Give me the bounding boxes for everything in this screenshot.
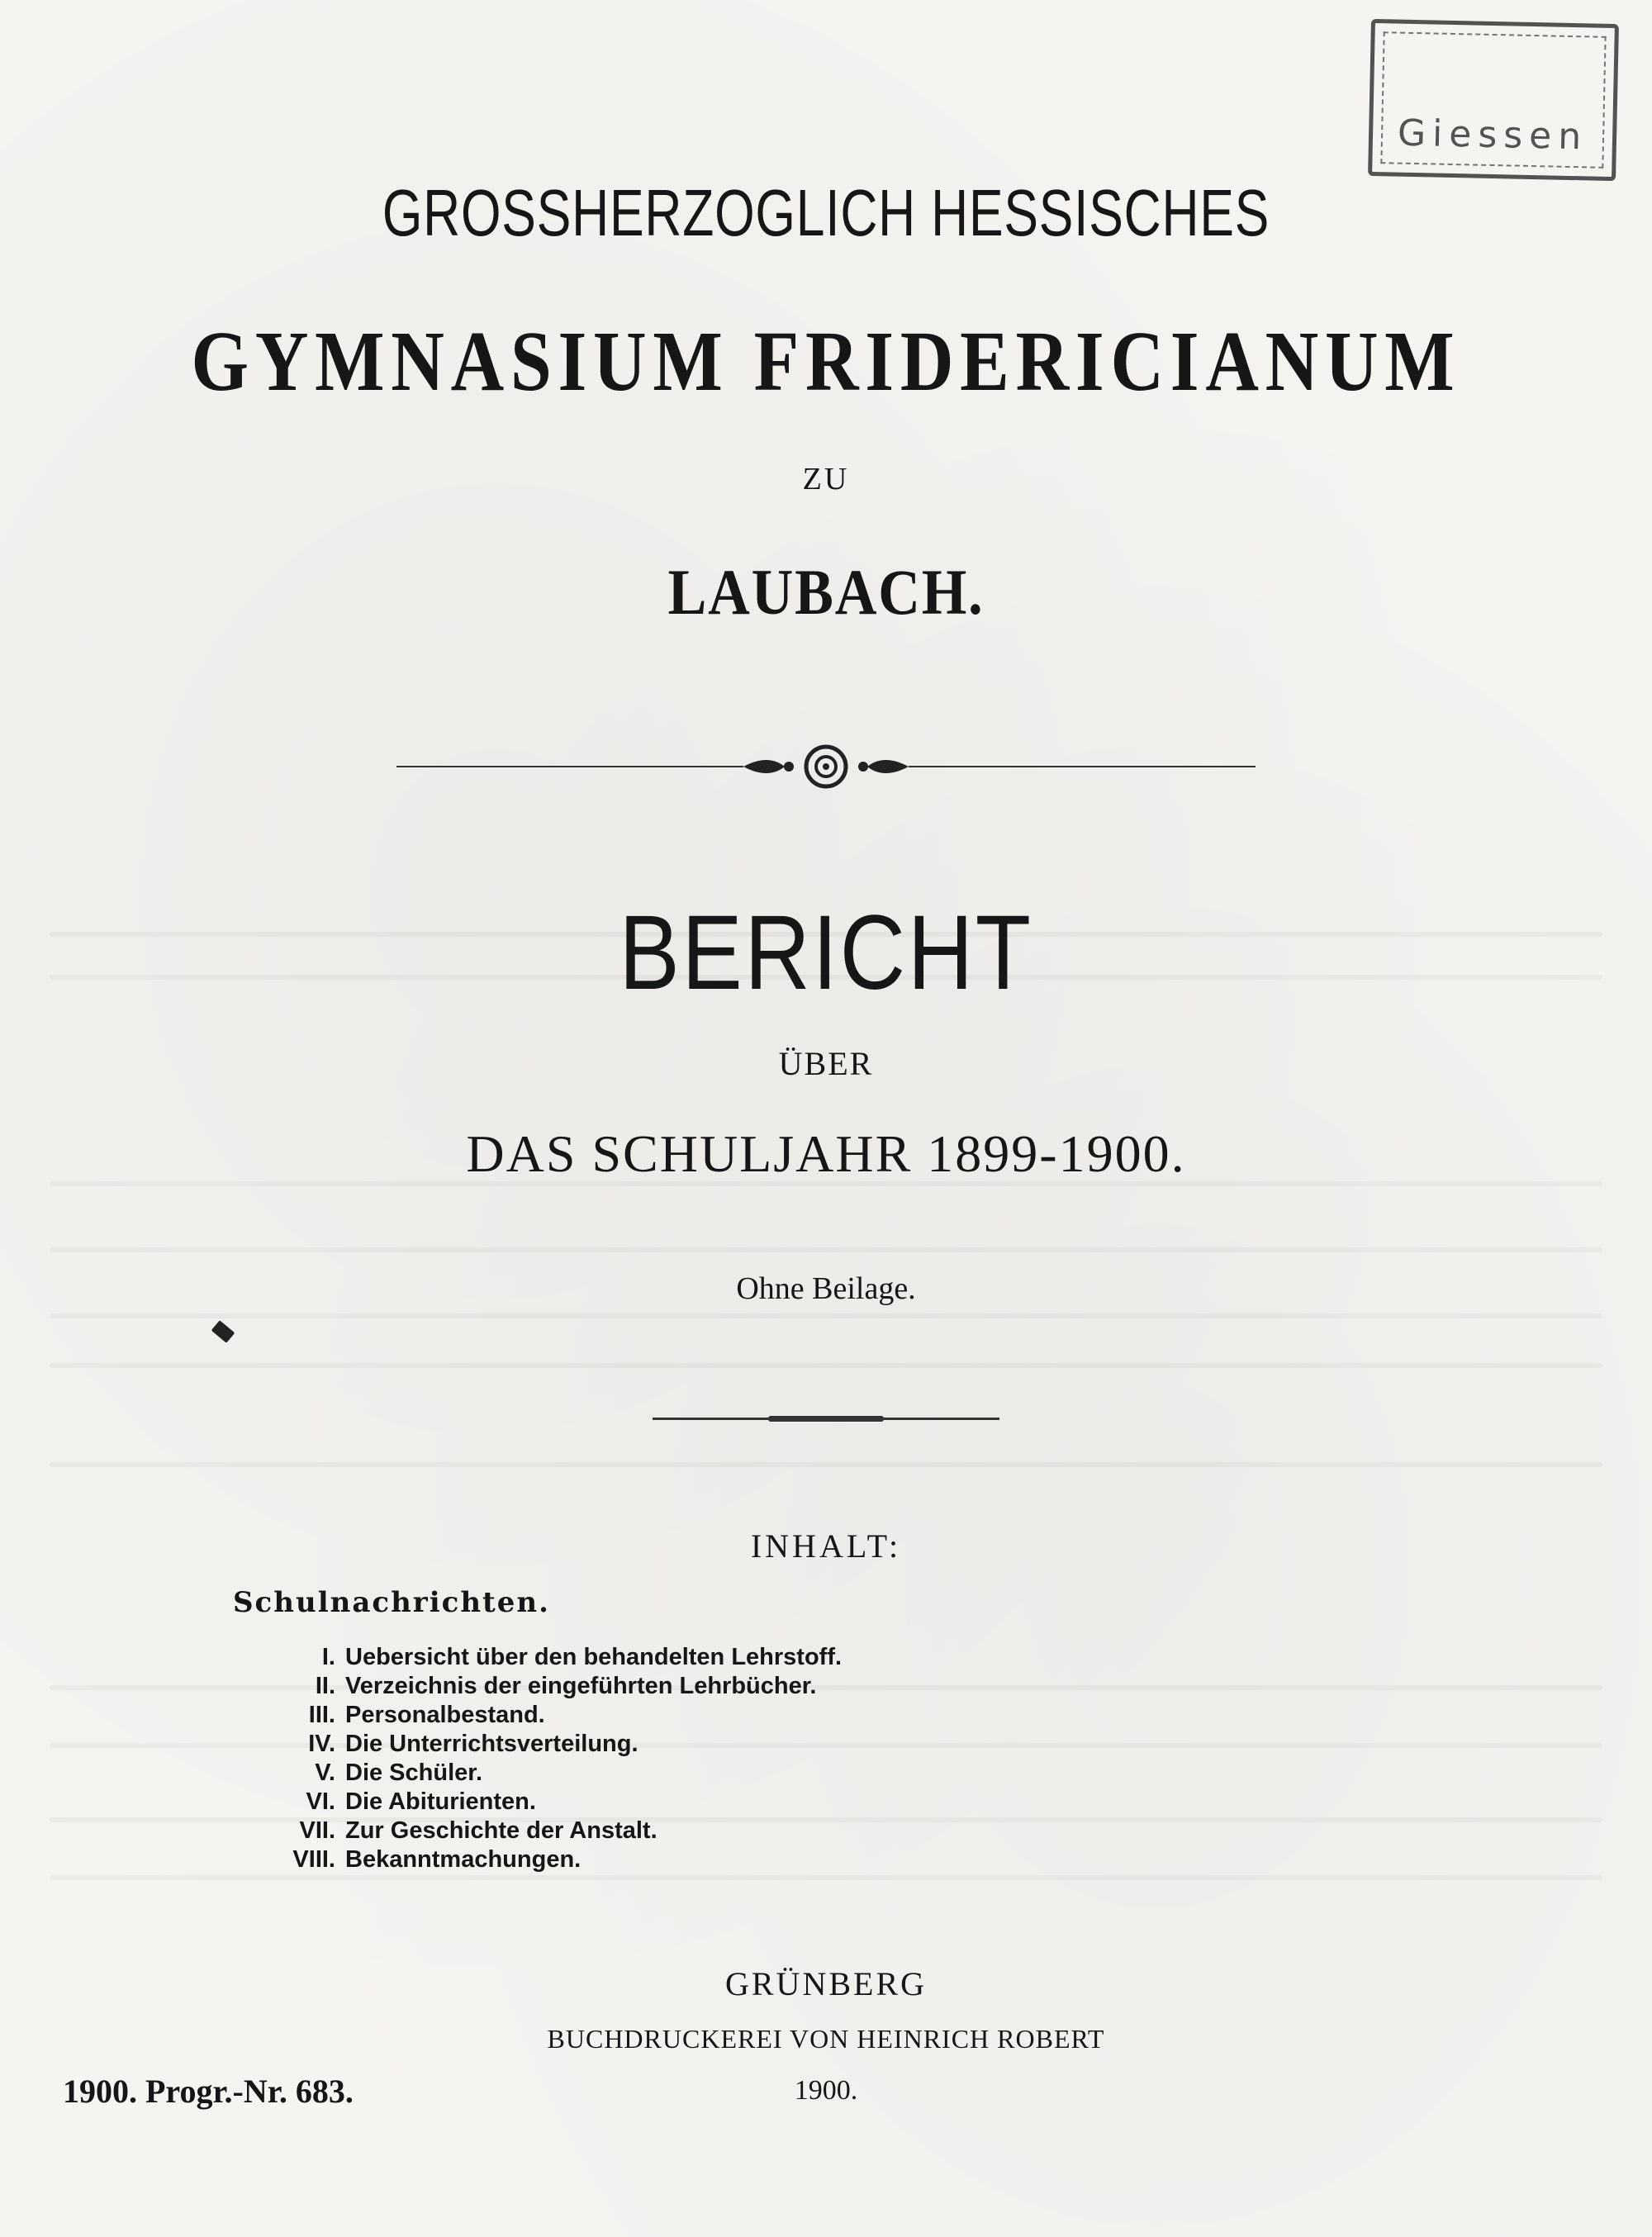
program-number: 1900. Progr.-Nr. 683.	[63, 2073, 354, 2110]
title-bericht: BERICHT	[619, 894, 1033, 1012]
contents-item	[273, 1702, 1016, 1731]
ornament-dot-right	[858, 762, 868, 772]
title-schuljahr: DAS SCHULJAHR 1899-1900.	[466, 1124, 1186, 1183]
contents-item-number: IV.	[308, 1731, 335, 1757]
contents-item-number: III.	[308, 1702, 335, 1728]
ornament-leaf-left	[743, 760, 785, 773]
contents-item-number: V.	[315, 1760, 335, 1786]
contents-item-number: I.	[321, 1644, 335, 1670]
imprint-city: GRÜNBERG	[724, 1965, 928, 2002]
contents-item	[273, 1846, 1016, 1875]
contents-item	[273, 1760, 1016, 1788]
contents-item-number: VII.	[299, 1817, 335, 1844]
contents-item	[273, 1673, 1016, 1702]
ornament-divider	[396, 742, 1256, 791]
title-gymnasium: GYMNASIUM FRIDERICIANUM	[191, 314, 1461, 409]
contents-item-number: VIII.	[292, 1846, 335, 1873]
contents-item	[273, 1817, 1016, 1846]
bleed-through-line	[50, 1875, 1602, 1880]
bleed-through-line	[50, 1313, 1602, 1318]
ink-mark	[211, 1320, 235, 1343]
stamp-text: Giessen	[1397, 112, 1588, 159]
title-zu: ZU	[802, 462, 850, 496]
contents-section-title: Schulnachrichten.	[233, 1586, 550, 1619]
bleed-through-line	[50, 1247, 1602, 1252]
ornament-rosette-dot	[823, 763, 829, 770]
imprint-printer: BUCHDRUCKEREI VON HEINRICH ROBERT	[547, 2024, 1105, 2054]
title-grossherzoglich: GROSSHERZOGLICH HESSISCHES	[382, 176, 1270, 249]
contents-item-label: Die Schüler.	[345, 1760, 483, 1786]
contents-item	[273, 1731, 1016, 1760]
bleed-through-line	[50, 1462, 1602, 1467]
contents-item-number: II.	[315, 1673, 335, 1699]
contents-item	[273, 1788, 1016, 1817]
ornament-leaf-right	[867, 760, 909, 773]
short-divider	[653, 1418, 999, 1420]
contents-item-label: Die Unterrichtsverteilung.	[345, 1731, 638, 1757]
title-ueber: ÜBER	[778, 1045, 874, 1082]
contents-item-label: Verzeichnis der eingeführten Lehrbücher.	[345, 1673, 817, 1699]
contents-list	[273, 1644, 1016, 1875]
imprint-year: 1900.	[794, 2075, 858, 2106]
ornament-dot-left	[784, 762, 794, 772]
contents-item-label: Uebersicht über den behandelten Lehrstoff.	[345, 1644, 843, 1670]
bleed-through-line	[50, 1363, 1602, 1368]
contents-item-number: VI.	[306, 1788, 335, 1815]
library-stamp	[1368, 19, 1619, 181]
title-beilage: Ohne Beilage.	[736, 1271, 916, 1306]
contents-heading: INHALT:	[750, 1527, 902, 1565]
contents-item-label: Zur Geschichte der Anstalt.	[345, 1817, 657, 1844]
contents-item-label: Personalbestand.	[345, 1702, 545, 1728]
title-laubach: LAUBACH.	[667, 556, 985, 628]
contents-item	[273, 1644, 1016, 1673]
contents-item-label: Die Abiturienten.	[345, 1788, 536, 1815]
contents-item-label: Bekanntmachungen.	[345, 1846, 582, 1873]
